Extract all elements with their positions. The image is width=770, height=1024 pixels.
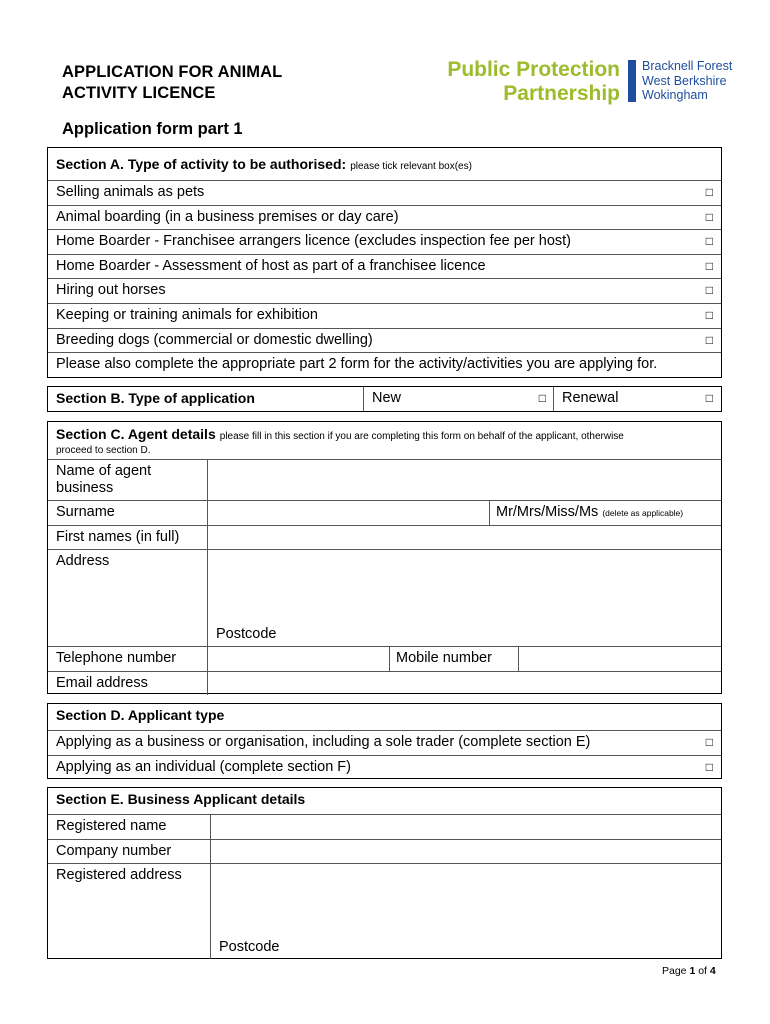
page-title (62, 62, 282, 104)
applicant-type-label: Applying as a business or organisation, including a sole trader (complete section E) (56, 734, 591, 750)
page-current: 1 (689, 965, 696, 977)
activity-label: Animal boarding (in a business premises or day care) (56, 208, 399, 225)
logo-divider (628, 60, 636, 102)
section-d-heading: Section D. Applicant type (56, 707, 225, 723)
page-number (662, 965, 716, 977)
section-c-note: please fill in this section if you are completing this form on behalf of the applicant, otherwise (219, 431, 624, 442)
title-note: (delete as applicable) (602, 508, 684, 518)
email-field[interactable] (207, 672, 721, 696)
section-e-heading: Section E. Business Applicant details (56, 791, 306, 807)
renewal-label: Renewal (562, 390, 619, 406)
activity-label: Keeping or training animals for exhibition (56, 306, 318, 323)
council-name: West Berkshire (642, 73, 727, 88)
section-e (47, 787, 722, 959)
first-names-field[interactable] (207, 526, 721, 550)
activity-row (48, 278, 721, 303)
new-cell[interactable] (363, 387, 554, 411)
agent-business-field[interactable] (207, 460, 721, 500)
registered-name-row (48, 814, 721, 839)
title-line-1: APPLICATION FOR ANIMAL (62, 63, 283, 81)
renewal-cell[interactable] (553, 387, 721, 411)
new-checkbox[interactable]: □ (538, 391, 546, 405)
title-cell[interactable] (489, 501, 721, 525)
applicant-type-checkbox[interactable]: □ (705, 759, 713, 774)
section-a-heading: Section A. Type of activity to be authorised: (56, 156, 347, 172)
telephone-field[interactable] (207, 647, 390, 671)
activity-row (48, 328, 721, 353)
applicant-type-row (48, 730, 721, 755)
surname-label: Surname (56, 504, 115, 520)
section-b-row (48, 387, 721, 411)
renewal-checkbox[interactable]: □ (705, 391, 713, 405)
surname-row (48, 500, 721, 525)
mobile-label-cell (389, 647, 525, 671)
activity-checkbox[interactable]: □ (705, 209, 713, 224)
activity-checkbox[interactable]: □ (705, 185, 713, 199)
registered-name-label: Registered name (56, 818, 167, 834)
address-label: Address (56, 553, 110, 570)
activity-label: Breeding dogs (commercial or domestic dwelling) (56, 331, 373, 348)
activity-row (48, 180, 721, 205)
section-c-heading: Section C. Agent details (56, 426, 216, 442)
council-name: Wokingham (642, 88, 708, 102)
title-label: Mr/Mrs/Miss/Ms (496, 504, 599, 520)
applicant-type-checkbox[interactable]: □ (705, 735, 713, 749)
section-c (47, 421, 722, 694)
activity-checkbox[interactable]: □ (705, 307, 713, 322)
mobile-label: Mobile number (396, 650, 492, 667)
activity-label: Home Boarder - Franchisee arrangers licence (excludes inspection fee per host) (56, 233, 571, 250)
section-d-header (48, 704, 721, 730)
page-prefix: Page (662, 965, 687, 977)
activity-row (48, 229, 721, 254)
new-label: New (372, 390, 402, 406)
agent-business-label-2: business (56, 480, 114, 496)
mobile-field[interactable] (518, 647, 721, 671)
registered-address-label: Registered address (56, 867, 182, 884)
company-number-label: Company number (56, 842, 172, 859)
registered-name-field[interactable] (210, 815, 721, 839)
section-b (47, 386, 722, 412)
activity-checkbox[interactable]: □ (705, 283, 713, 298)
phone-row (48, 646, 721, 671)
applicant-type-row (48, 755, 721, 780)
address-field[interactable] (207, 550, 721, 646)
company-number-row (48, 839, 721, 864)
section-a-note: please tick relevant box(es) (350, 161, 472, 172)
activity-checkbox[interactable]: □ (705, 332, 713, 347)
activity-label: Home Boarder - Assessment of host as part of a franchisee licence (56, 257, 486, 274)
first-names-row (48, 525, 721, 550)
council-name: Bracknell Forest (642, 59, 733, 73)
address-row (48, 549, 721, 646)
activity-checkbox[interactable]: □ (705, 258, 713, 273)
logo-councils (642, 59, 732, 103)
page-of: of (698, 965, 707, 977)
page-total: 4 (709, 965, 716, 977)
postcode-label: Postcode (219, 939, 280, 956)
telephone-label: Telephone number (56, 650, 177, 667)
activity-label: Selling animals as pets (56, 184, 205, 200)
section-c-note-2: proceed to section D. (56, 445, 151, 456)
logo (428, 58, 620, 106)
activity-row (48, 205, 721, 230)
activity-label: Hiring out horses (56, 282, 166, 299)
activity-checkbox[interactable]: □ (705, 234, 713, 249)
postcode-label: Postcode (216, 626, 277, 643)
section-a-footer-note: Please also complete the appropriate part 2 form for the activity/activities you are applying for. (48, 352, 721, 377)
company-number-field[interactable] (210, 840, 721, 864)
section-a (47, 147, 722, 378)
email-row (48, 671, 721, 696)
applicant-type-label: Applying as an individual (complete section F) (56, 758, 351, 775)
agent-business-row (48, 459, 721, 500)
logo-line-2: Partnership (503, 82, 620, 105)
surname-field[interactable] (207, 501, 490, 525)
activity-row (48, 254, 721, 279)
agent-business-label: Name of agent (56, 463, 152, 479)
section-a-header (48, 148, 721, 180)
activity-row (48, 303, 721, 328)
email-label: Email address (56, 674, 148, 691)
logo-line-1: Public Protection (447, 58, 620, 81)
registered-address-row (48, 863, 721, 959)
title-line-2: ACTIVITY LICENCE (62, 84, 216, 102)
form-subtitle: Application form part 1 (62, 120, 243, 138)
section-d (47, 703, 722, 779)
section-e-header (48, 788, 721, 814)
section-b-heading: Section B. Type of application (56, 390, 255, 406)
section-c-header (48, 422, 721, 459)
registered-address-field[interactable] (210, 864, 721, 959)
first-names-label: First names (in full) (56, 528, 180, 545)
